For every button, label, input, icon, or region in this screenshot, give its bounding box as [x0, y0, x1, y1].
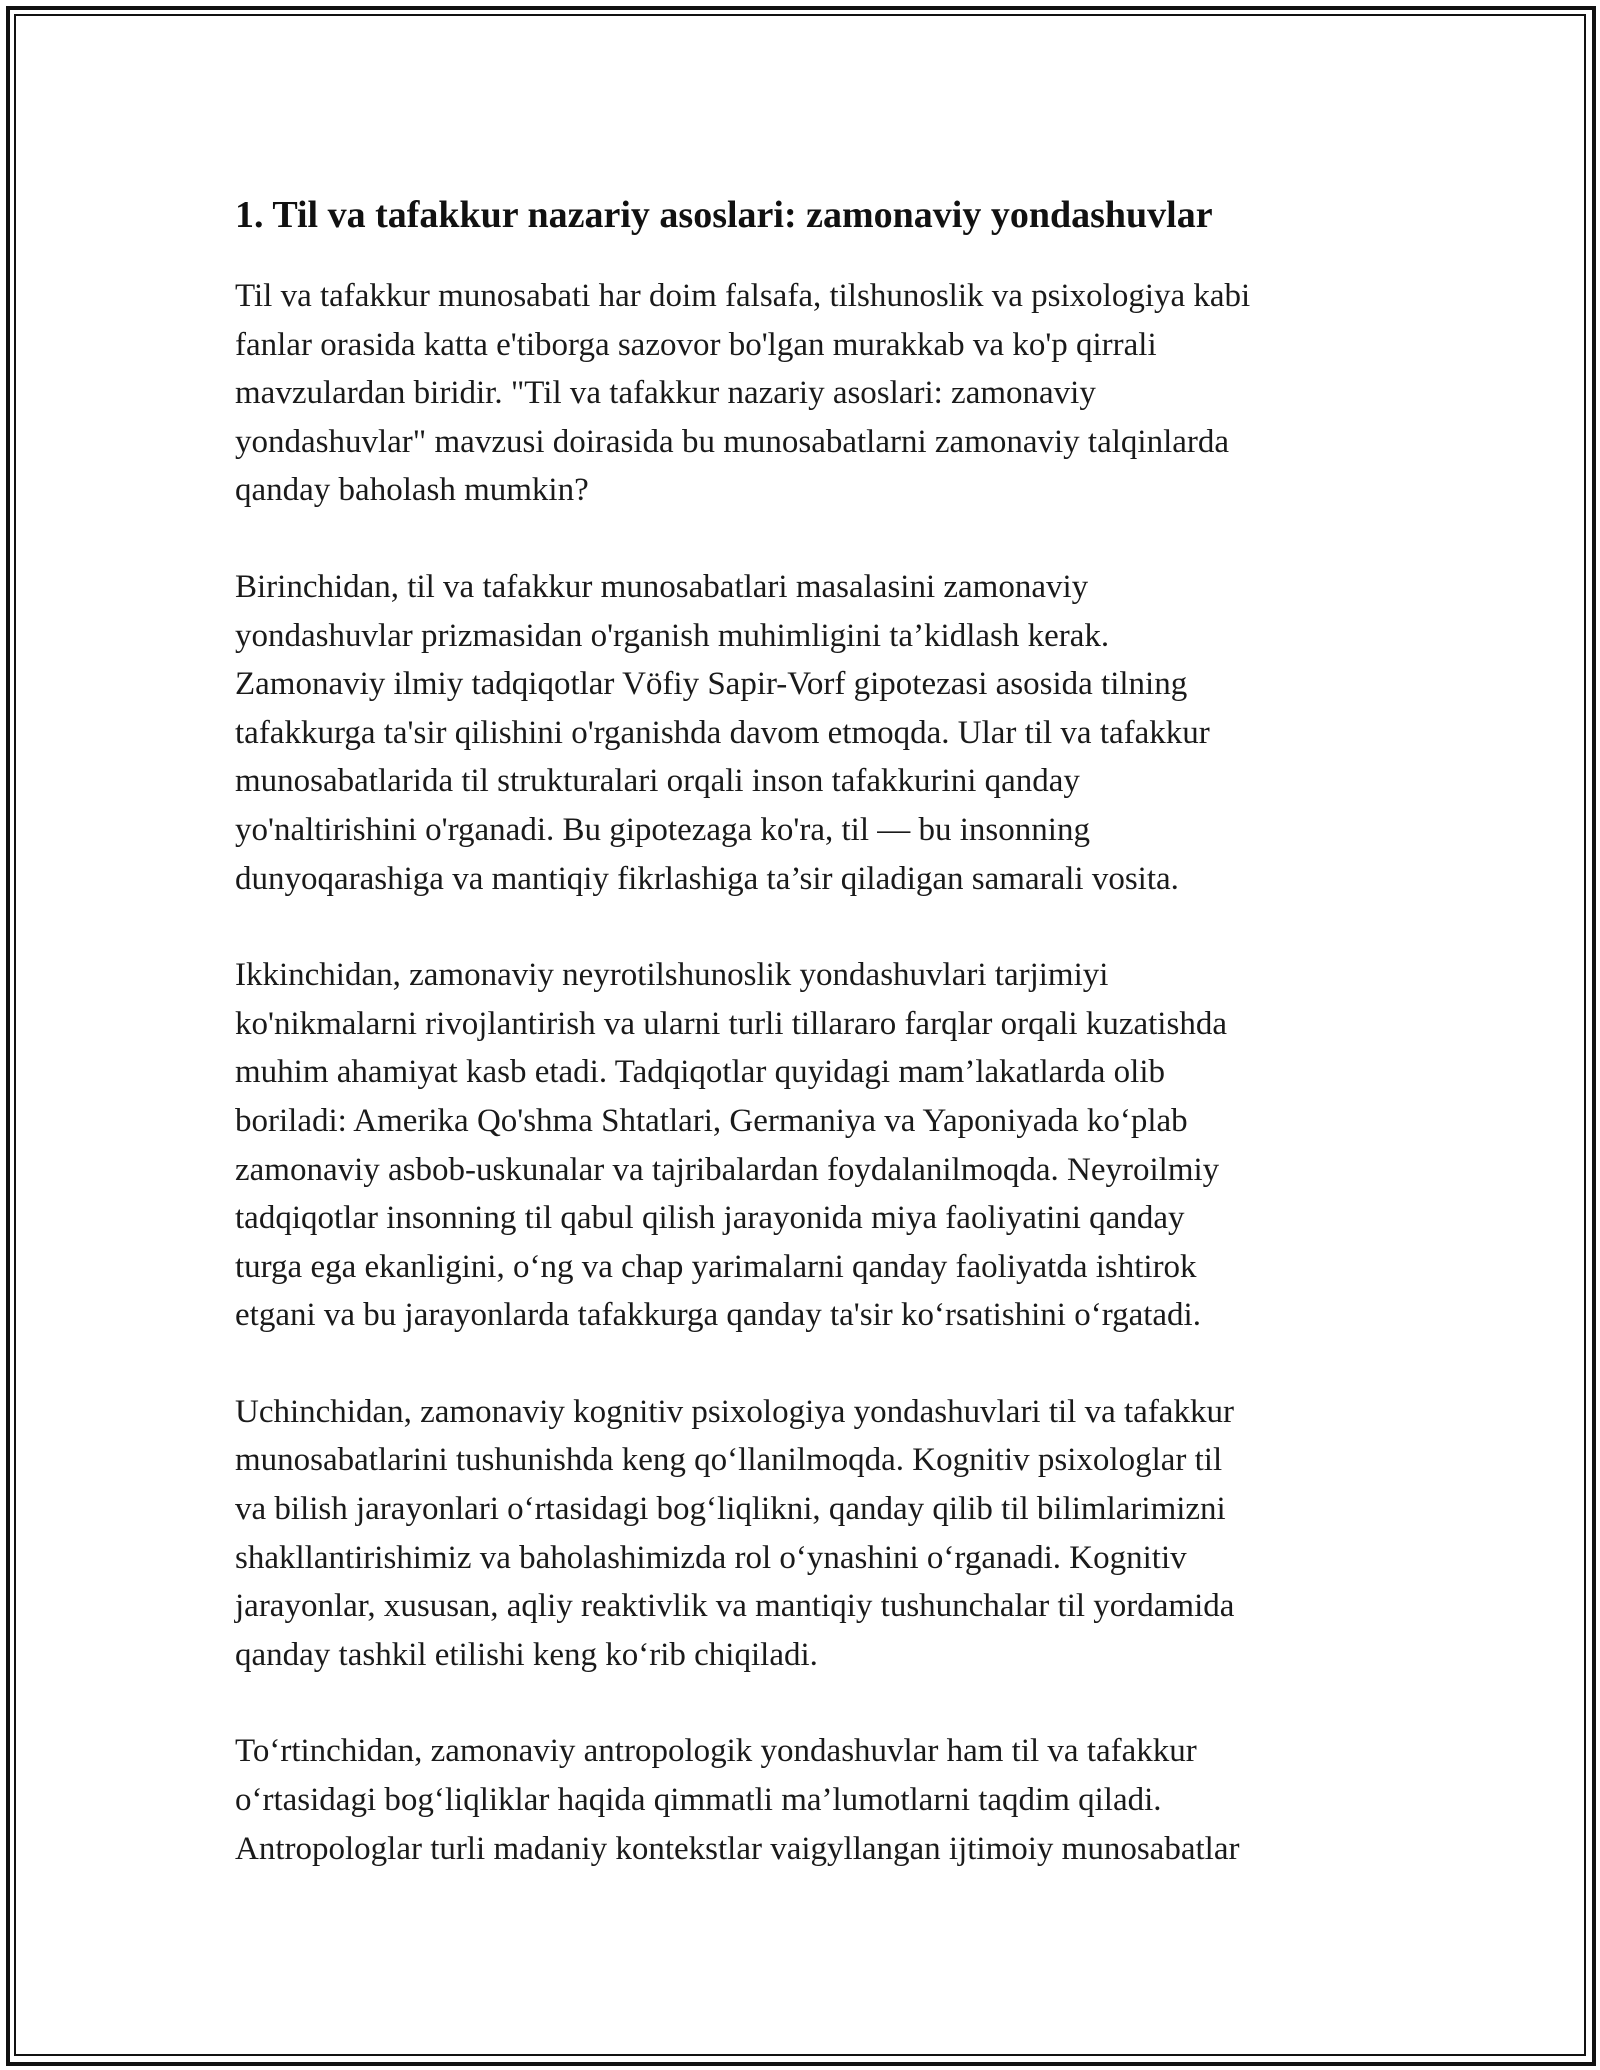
paragraph-3 — [235, 951, 1375, 1340]
text-line: turga ega ekanligini, o‘ng va chap yarimalarni qanday faoliyatda ishtirok — [235, 1248, 1197, 1285]
text-line: munosabatlarida til strukturalari orqali inson tafakkurini qanday — [235, 763, 1080, 800]
text-line: qanday baholash mumkin? — [235, 472, 589, 509]
text-line: dunyoqarashiga va mantiqiy fikrlashiga ta’sir qiladigan samarali vosita. — [235, 860, 1179, 897]
text-line: fanlar orasida katta e'tiborga sazovor bo'lgan murakkab va ko'p qirrali — [235, 326, 1157, 363]
text-line: yondashuvlar" mavzusi doirasida bu munosabatlarni zamonaviy talqinlarda — [235, 423, 1230, 460]
paragraph-5 — [235, 1727, 1375, 1873]
paragraph-4 — [235, 1388, 1375, 1680]
text-line: va bilish jarayonlari o‘rtasidagi bog‘liqlikni, qanday qilib til bilimlarimizni — [235, 1491, 1226, 1528]
text-line: To‘rtinchidan, zamonaviy antropologik yondashuvlar ham til va tafakkur — [235, 1733, 1197, 1770]
text-line: Antropologlar turli madaniy kontekstlar vaigyllangan ijtimoiy munosabatlar — [235, 1830, 1240, 1867]
text-line: jarayonlar, xususan, aqliy reaktivlik va mantiqiy tushunchalar til yordamida — [235, 1588, 1235, 1625]
text-line: boriladi: Amerika Qo'shma Shtatlari, Germaniya va Yaponiyada ko‘plab — [235, 1102, 1188, 1139]
text-line: ko'nikmalarni rivojlantirish va ularni turli tillararo farqlar orqali kuzatishda — [235, 1005, 1227, 1042]
text-line: muhim ahamiyat kasb etadi. Tadqiqotlar quyidagi mam’lakatlarda olib — [235, 1054, 1165, 1091]
section-heading: 1. Til va tafakkur nazariy asoslari: zamonaviy yondashuvlar — [235, 194, 1213, 236]
text-line: shakllantirishimiz va baholashimizda rol o‘ynashini o‘rganadi. Kognitiv — [235, 1539, 1187, 1576]
text-line: yondashuvlar prizmasidan o'rganish muhimligini ta’kidlash kerak. — [235, 617, 1110, 654]
text-line: zamonaviy asbob-uskunalar va tajribalardan foydalanilmoqda. Neyroilmiy — [235, 1151, 1220, 1188]
text-line: mavzulardan biridir. "Til va tafakkur nazariy asoslari: zamonaviy — [235, 375, 1096, 412]
paragraph-1 — [235, 272, 1375, 515]
document-body — [235, 186, 1375, 1921]
text-line: yo'naltirishini o'rganadi. Bu gipotezaga ko'ra, til — bu insonning — [235, 811, 1090, 848]
text-line: Ikkinchidan, zamonaviy neyrotilshunoslik yondashuvlari tarjimiyi — [235, 957, 1109, 994]
paragraph-2 — [235, 563, 1375, 903]
text-line: o‘rtasidagi bog‘liqliklar haqida qimmatli ma’lumotlarni taqdim qiladi. — [235, 1782, 1162, 1819]
paragraph-list — [235, 272, 1375, 1873]
text-line: Birinchidan, til va tafakkur munosabatlari masalasini zamonaviy — [235, 568, 1089, 605]
text-line: Til va tafakkur munosabati har doim falsafa, tilshunoslik va psixologiya kabi — [235, 278, 1251, 314]
text-line: qanday tashkil etilishi keng ko‘rib chiqiladi. — [235, 1636, 818, 1673]
text-line: Uchinchidan, zamonaviy kognitiv psixologiya yondashuvlari til va tafakkur — [235, 1393, 1234, 1430]
text-line: Zamonaviy ilmiy tadqiqotlar Vöfiy Sapir-Vorf gipotezasi asosida tilning — [235, 666, 1188, 703]
text-line: munosabatlarini tushunishda keng qo‘llanilmoqda. Kognitiv psixologlar til — [235, 1442, 1223, 1479]
text-line: tadqiqotlar insonning til qabul qilish jarayonida miya faoliyatini qanday — [235, 1200, 1185, 1237]
text-line: etgani va bu jarayonlarda tafakkurga qanday ta'sir ko‘rsatishini o‘rgatadi. — [235, 1297, 1201, 1334]
text-line: tafakkurga ta'sir qilishini o'rganishda davom etmoqda. Ular til va tafakkur — [235, 714, 1210, 751]
